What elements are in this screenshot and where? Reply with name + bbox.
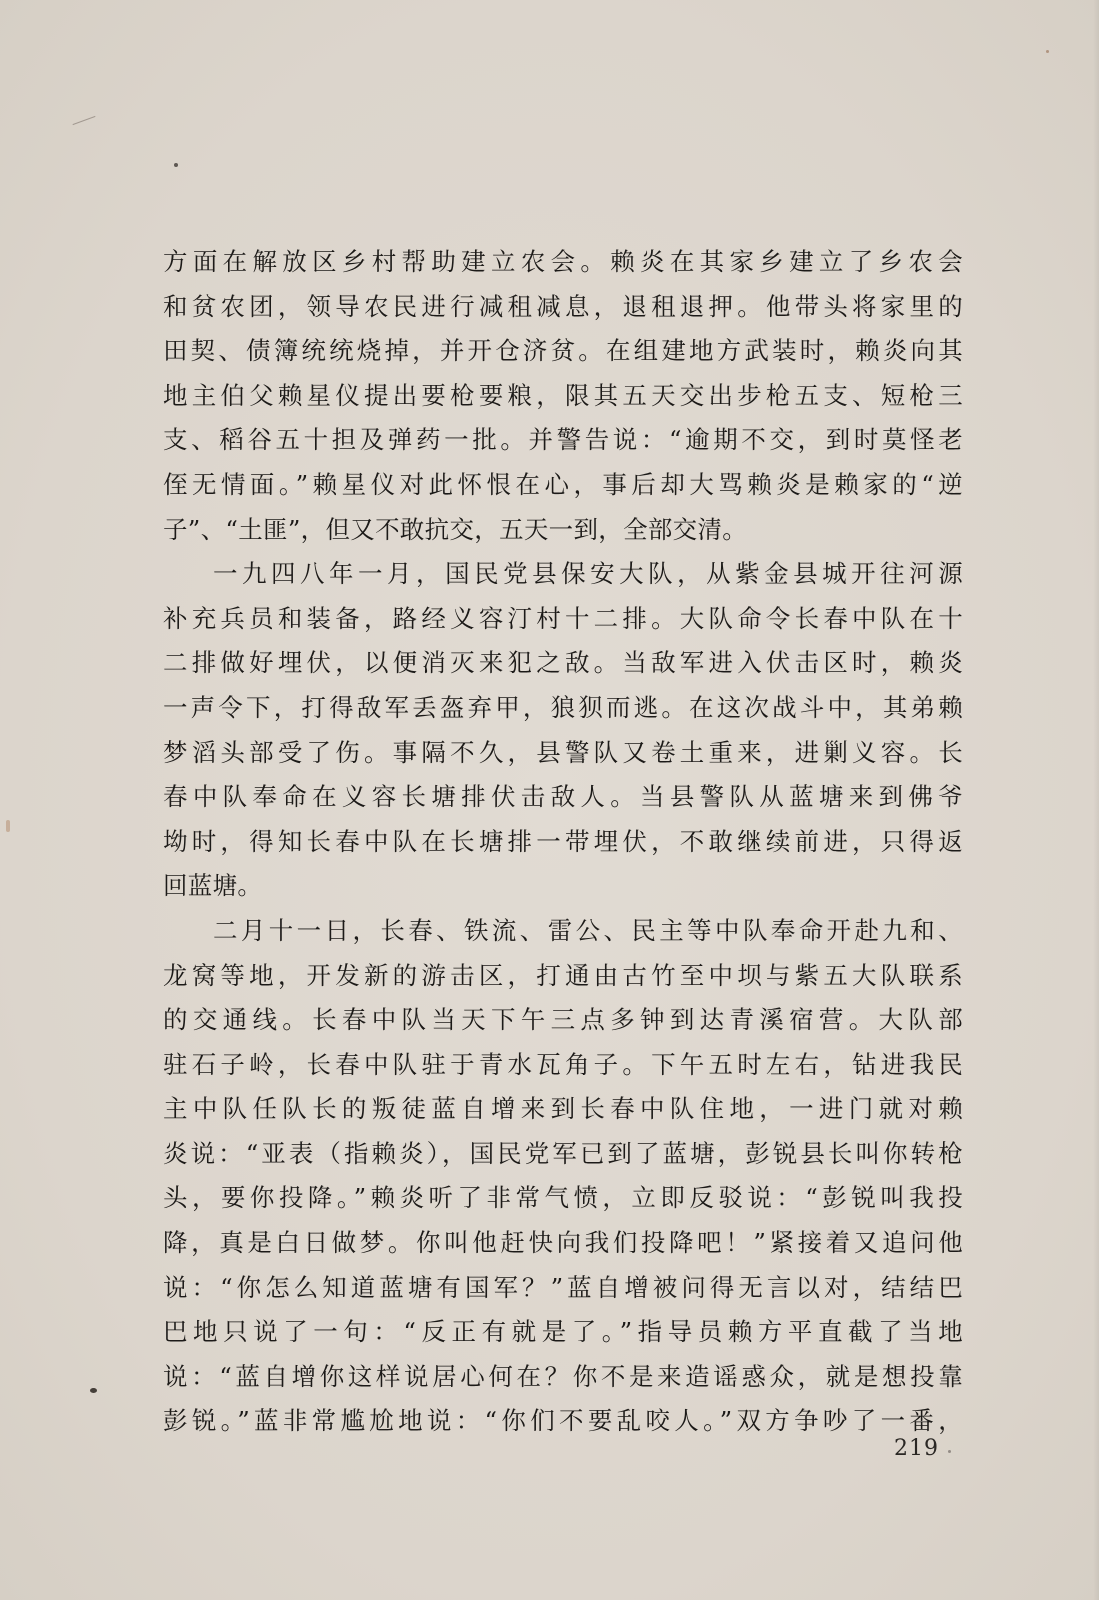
text-line: 田契、债簿统统烧掉，并开仓济贫。在组建地方武装时，赖炎向其	[163, 336, 963, 366]
text-line: 头，要你投降。”赖炎听了非常气愤，立即反驳说：“彭锐叫我投	[163, 1183, 963, 1213]
text-line: 龙窝等地，开发新的游击区，打通由古竹至中坝与紫五大队联系	[163, 960, 963, 990]
text-line: 巴地只说了一句：“反正有就是了。”指导员赖方平直截了当地	[163, 1317, 963, 1347]
text-line: 春中队奉命在义容长塘排伏击敌人。当县警队从蓝塘来到佛爷	[163, 782, 963, 812]
text-line: 说：“你怎么知道蓝塘有国军？”蓝自增被问得无言以对，结结巴	[163, 1272, 963, 1302]
page-number: 219	[894, 1436, 939, 1461]
paragraph-first-line: 一九四八年一月，国民党县保安大队，从紫金县城开往河源	[213, 559, 963, 589]
text-line: 和贫农团，领导农民进行减租减息，退租退押。他带头将家里的	[163, 291, 963, 321]
body-text	[163, 240, 963, 1444]
text-line: 一声令下，打得敌军丢盔弃甲，狼狈而逃。在这次战斗中，其弟赖	[163, 692, 963, 722]
text-line: 的交通线。长春中队当天下午三点多钟到达青溪宿营。大队部	[163, 1005, 963, 1035]
ink-speck	[174, 163, 178, 167]
text-line: 说：“蓝自增你这样说居心何在？你不是来造谣惑众，就是想投靠	[163, 1361, 963, 1391]
text-line: 子”、“土匪”，但又不敢抗交，五天一到，全部交清。	[163, 514, 748, 544]
text-line: 地主伯父赖星仪提出要枪要粮，限其五天交出步枪五支、短枪三	[163, 380, 963, 410]
text-line: 炎说：“亚表（指赖炎），国民党军已到了蓝塘，彭锐县长叫你转枪	[163, 1138, 963, 1168]
text-line: 驻石子岭，长春中队驻于青水瓦角子。下午五时左右，钻进我民	[163, 1049, 963, 1079]
ink-speck	[90, 1388, 97, 1393]
paragraph-first-line: 二月十一日，长春、铁流、雷公、民主等中队奉命开赴九和、	[213, 915, 963, 945]
text-line: 梦滔头部受了伤。事隔不久，县警队又卷土重来，进剿义容。长	[163, 737, 963, 767]
text-line: 彭锐。”蓝非常尴尬地说：“你们不要乱咬人。”双方争吵了一番，	[163, 1406, 963, 1436]
scan-mark	[73, 116, 96, 125]
text-line: 补充兵员和装备，路经义容汀村十二排。大队命令长春中队在十	[163, 603, 963, 633]
stain-speck	[6, 820, 10, 832]
text-line: 回蓝塘。	[163, 871, 263, 901]
text-line: 坳时，得知长春中队在长塘排一带埋伏，不敢继续前进，只得返	[163, 826, 963, 856]
text-line: 二排做好埋伏，以便消灭来犯之敌。当敌军进入伏击区时，赖炎	[163, 648, 963, 678]
ink-speck	[948, 1450, 951, 1453]
text-line: 支、稻谷五十担及弹药一批。并警告说：“逾期不交，到时莫怪老	[163, 425, 963, 455]
text-line: 降，真是白日做梦。你叫他赶快向我们投降吧！”紧接着又追问他	[163, 1228, 963, 1258]
text-line: 侄无情面。”赖星仪对此怀恨在心，事后却大骂赖炎是赖家的“逆	[163, 469, 963, 499]
text-line: 主中队任队长的叛徒蓝自增来到长春中队住地，一进门就对赖	[163, 1094, 963, 1124]
page-edge-shadow	[1093, 0, 1099, 1600]
stain-speck	[1046, 50, 1049, 53]
text-line: 方面在解放区乡村帮助建立农会。赖炎在其家乡建立了乡农会	[163, 247, 963, 276]
